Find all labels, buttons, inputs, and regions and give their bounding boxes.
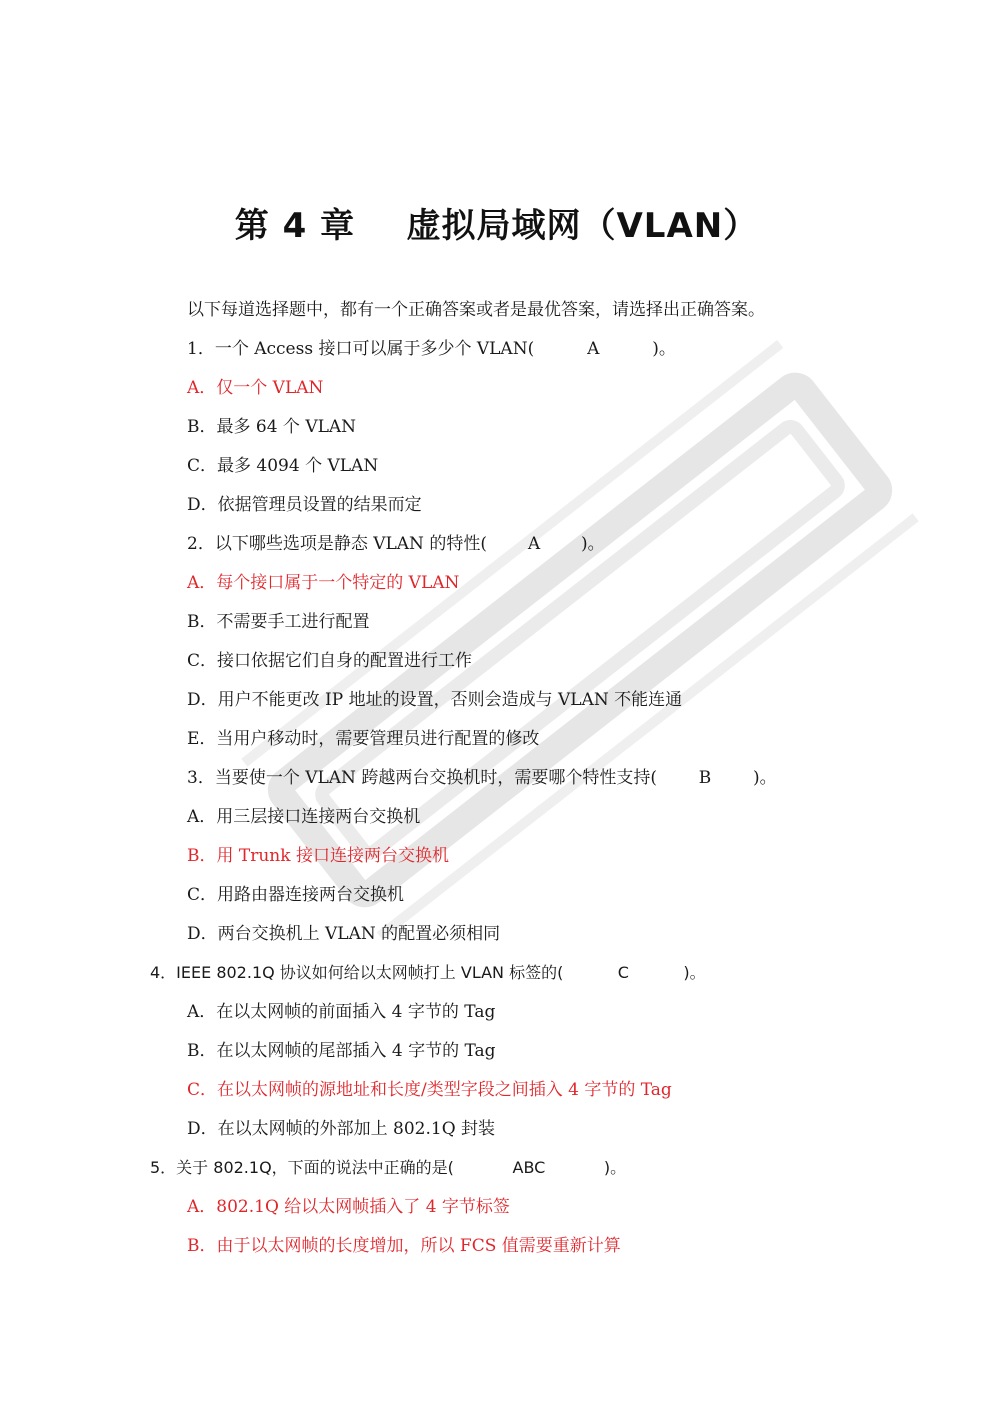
question-3-option-d: D．两台交换机上 VLAN 的配置必须相同 xyxy=(187,924,501,944)
question-2-answer: A xyxy=(527,534,541,554)
question-4-answer: C xyxy=(617,963,629,982)
question-4-option-a: A．在以太网帧的前面插入 4 字节的 Tag xyxy=(187,1002,496,1022)
question-2-option-b: B．不需要手工进行配置 xyxy=(187,612,370,632)
question-2-option-c: C．接口依据它们自身的配置进行工作 xyxy=(187,651,473,671)
question-5-answer: ABC xyxy=(512,1158,546,1177)
instructions: 以下每道选择题中，都有一个正确答案或者是最优答案，请选择出正确答案。 xyxy=(187,300,765,320)
question-1-stem: 1．一个 Access 接口可以属于多少个 VLAN( A )。 xyxy=(187,339,676,359)
question-2-option-e: E．当用户移动时，需要管理员进行配置的修改 xyxy=(187,729,540,749)
question-1-answer: A xyxy=(587,339,600,359)
question-2-option-d: D．用户不能更改 IP 地址的设置，否则会造成与 VLAN 不能连通 xyxy=(187,690,683,710)
question-4-stem: 4．IEEE 802.1Q 协议如何给以太网帧打上 VLAN 标签的( C )。 xyxy=(150,961,706,985)
question-5-stem: 5．关于 802.1Q，下面的说法中正确的是( ABC )。 xyxy=(150,1156,626,1180)
question-3-stem: 3．当要使一个 VLAN 跨越两台交换机时，需要哪个特性支持( B )。 xyxy=(187,768,777,788)
chapter-title: 第 4 章 虚拟局域网（VLAN） xyxy=(234,206,759,246)
question-4-option-c: C．在以太网帧的源地址和长度/类型字段之间插入 4 字节的 Tag xyxy=(187,1080,672,1100)
question-4-option-b: B．在以太网帧的尾部插入 4 字节的 Tag xyxy=(187,1041,496,1061)
question-4-option-d: D．在以太网帧的外部加上 802.1Q 封装 xyxy=(187,1119,496,1139)
question-2-stem: 2．以下哪些选项是静态 VLAN 的特性( A )。 xyxy=(187,534,605,554)
question-3-option-c: C．用路由器连接两台交换机 xyxy=(187,885,405,905)
question-1-option-d: D．依据管理员设置的结果而定 xyxy=(187,495,422,515)
question-3-option-b: B．用 Trunk 接口连接两台交换机 xyxy=(187,846,449,866)
question-5-option-b: B．由于以太网帧的长度增加，所以 FCS 值需要重新计算 xyxy=(187,1236,621,1256)
question-1-option-c: C．最多 4094 个 VLAN xyxy=(187,456,379,476)
question-1-option-b: B．最多 64 个 VLAN xyxy=(187,417,357,437)
question-5-option-a: A．802.1Q 给以太网帧插入了 4 字节标签 xyxy=(187,1197,510,1217)
question-3-answer: B xyxy=(698,768,712,788)
question-2-option-a: A．每个接口属于一个特定的 VLAN xyxy=(187,573,460,593)
question-1-option-a: A．仅一个 VLAN xyxy=(187,378,324,398)
question-3-option-a: A．用三层接口连接两台交换机 xyxy=(187,807,421,827)
